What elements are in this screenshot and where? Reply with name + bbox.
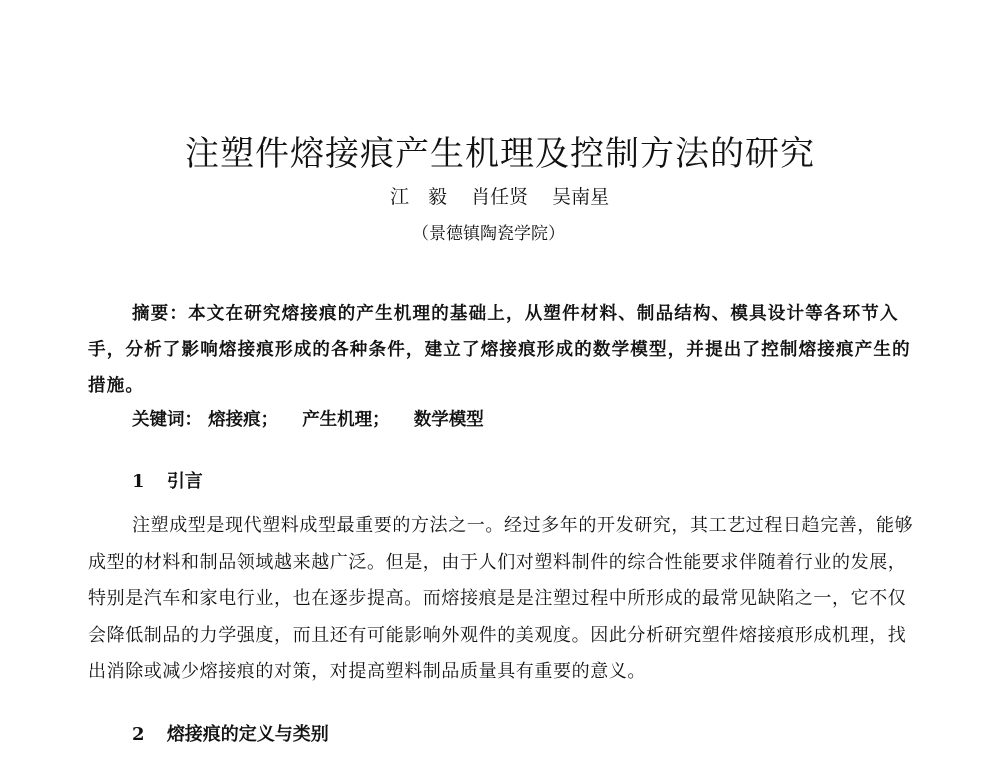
- abstract-paragraph: 摘要：本文在研究熔接痕的产生机理的基础上，从塑件材料、制品结构、模具设计等各环节入手，分析了影响熔接痕形成的各种条件，建立了熔接痕形成的数学模型，并提出了控制熔接痕产生的措施。: [88, 304, 911, 396]
- keyword: 产生机理；: [302, 410, 390, 430]
- author-list: [390, 184, 627, 210]
- paper-title: 注塑件熔接痕产生机理及控制方法的研究: [185, 134, 815, 174]
- keywords-line: [132, 404, 502, 436]
- section-number: 2: [132, 724, 145, 745]
- section-heading-introduction: [132, 468, 203, 496]
- keyword: 熔接痕；: [208, 410, 279, 430]
- author-name: 肖任贤: [471, 186, 529, 208]
- section-title: 熔接痕的定义与类别: [166, 724, 329, 745]
- section-number: 1: [132, 471, 145, 492]
- keyword: 数学模型: [413, 410, 484, 430]
- author-name: 吴南星: [552, 186, 610, 208]
- author-name: 江 毅: [390, 186, 448, 208]
- section-heading-definition: [132, 721, 329, 749]
- introduction-paragraph: 注塑成型是现代塑料成型最重要的方法之一。经过多年的开发研究，其工艺过程日趋完善，能够成型的材料和制品领域越来越广泛。但是，由于人们对塑料制件的综合性能要求伴随着行业的发展，特别是汽车和家电行业，也在逐步提高。而熔接痕是是注塑过程中所形成的最常见缺陷之一，它不仅会降低制品的力学强度，而且还有可能影响外观件的美观度。因此分析研究塑件熔接痕形成机理，找出消除或减少熔接痕的对策，对提高塑料制品质量具有重要的意义。: [88, 515, 914, 682]
- author-affiliation: （景德镇陶瓷学院）: [412, 224, 565, 244]
- section-title: 引言: [166, 471, 203, 492]
- keywords-label: 关键词：: [132, 410, 202, 430]
